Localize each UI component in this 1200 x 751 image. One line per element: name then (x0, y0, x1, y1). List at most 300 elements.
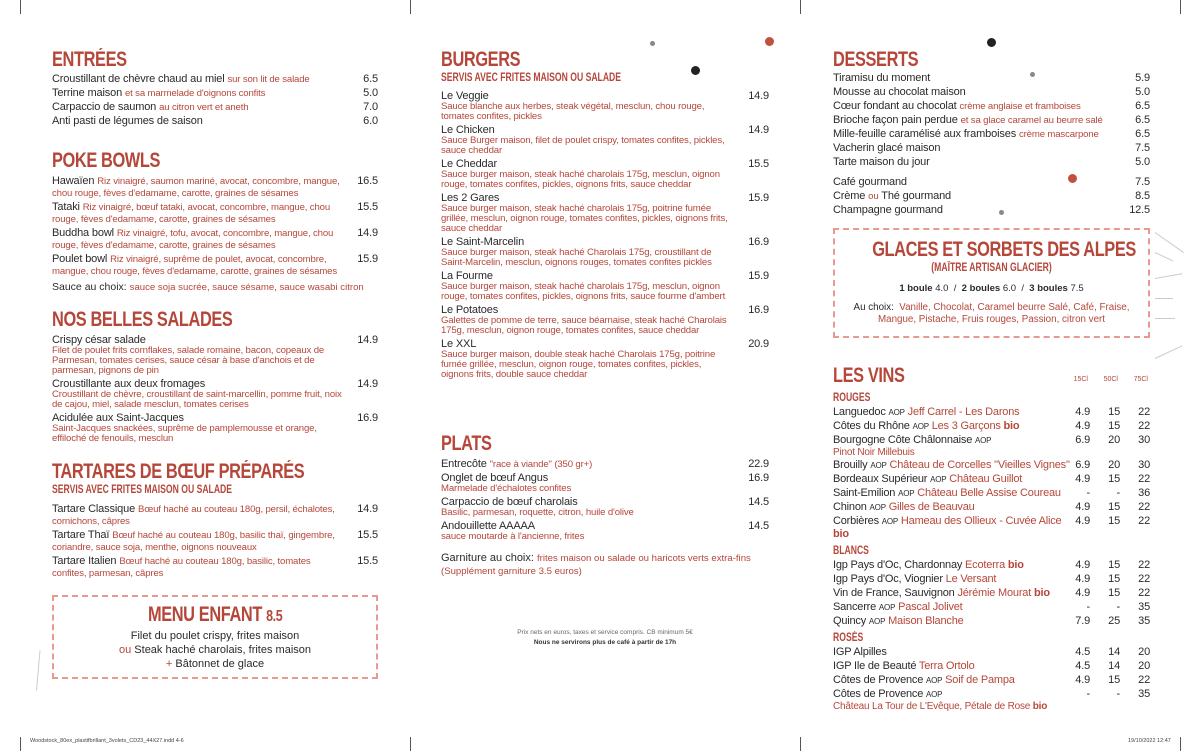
wine-columns (1060, 376, 1150, 386)
wine-row (833, 459, 1150, 472)
section-vins (833, 364, 1150, 713)
crop-mark (1180, 737, 1181, 751)
section-title: DESSERTS (833, 48, 919, 71)
wine-group-title: ROUGES (833, 392, 871, 404)
item-name: Le Saint-Marcelin (441, 236, 525, 248)
item-price: 14.9 (357, 227, 378, 239)
item-name: Poulet bowl (52, 253, 108, 265)
menu-item (833, 128, 1150, 140)
item-description: Sauce burger maison, steak haché charolais 175g, mesclun, oignon rouge, tomates confites, pickles, oignons frits, sauce fourme d'ambert (441, 281, 726, 302)
item-name: Tiramisu du moment (833, 72, 931, 84)
item-price: 15.5 (748, 158, 769, 170)
menu-item (52, 378, 378, 410)
section-title: POKE BOWLS (52, 149, 161, 172)
glaces-box (833, 228, 1150, 338)
item-name-2: Thé gourmand (881, 190, 952, 202)
wine-row (833, 406, 1150, 419)
item-name: Croustillant de chèvre chaud au miel (52, 73, 225, 85)
wine-price: - (1086, 487, 1090, 499)
item-description: crème mascarpone (1018, 129, 1099, 140)
crop-mark (800, 737, 801, 751)
wine-row (833, 674, 1150, 687)
wine-producer: Jérémie Mourat (957, 587, 1032, 599)
menu-enfant-line3 (54, 657, 376, 671)
wine-producer: Maison Blanche (888, 615, 964, 627)
wine-price: 15 (1108, 473, 1120, 485)
item-name: Tartare Italien (52, 555, 117, 567)
menu-item (441, 458, 769, 470)
three-scoops-price: 7.5 (1070, 283, 1084, 294)
wine-producer: Château Belle Assise Coureau (917, 487, 1061, 499)
item-name: Le Cheddar (441, 158, 497, 170)
section-title: PLATS (441, 432, 492, 455)
wine-price: - (1116, 487, 1120, 499)
section-tartares (52, 460, 378, 581)
wine-price: 15 (1108, 573, 1120, 585)
menu-item (441, 338, 769, 380)
menu-item (441, 496, 769, 518)
wine-price: 22 (1138, 501, 1150, 513)
section-burgers (441, 48, 769, 382)
item-price: 6.5 (363, 73, 378, 85)
item-name: Le Potatoes (441, 304, 499, 316)
glaces-flavors (853, 302, 1130, 326)
separator: / (953, 283, 957, 294)
item-name: Terrine maison (52, 87, 123, 99)
wine-price: 20 (1108, 434, 1120, 446)
two-scoops-price: 6.0 (1002, 283, 1017, 294)
bio-badge: bio (833, 528, 849, 540)
column-middle (441, 48, 769, 648)
wine-price: - (1116, 601, 1120, 613)
menu-item (441, 270, 769, 302)
item-name: Mousse au chocolat maison (833, 86, 966, 98)
item-name: Mille-feuille caramélisé aux framboises (833, 128, 1017, 140)
wine-price: 4.9 (1075, 674, 1090, 686)
item-price: 22.9 (748, 458, 769, 470)
item-description: Saint-Jacques snackées, suprême de pamplemousse et orange, effiloché de fenouils, mesclun (52, 423, 317, 444)
garniture-supplement: (Supplément garniture 3.5 euros) (441, 566, 582, 577)
glaces-prices (835, 283, 1148, 294)
item-price: 15.9 (748, 192, 769, 204)
decor-dot (765, 37, 774, 46)
menu-item (441, 192, 769, 234)
wine-row (833, 660, 1150, 673)
menu-item (441, 236, 769, 268)
menu-item (441, 158, 769, 190)
wine-price: 22 (1138, 515, 1150, 527)
wine-price: 4.9 (1075, 501, 1090, 513)
wine-price: 4.9 (1075, 406, 1090, 418)
menu-item (833, 142, 1150, 154)
aop-label: AOP (869, 503, 886, 512)
col-75cl: 75Cl (1133, 376, 1148, 383)
menu-enfant-line3-text: Bâtonnet de glace (175, 658, 265, 670)
wine-price: 22 (1138, 587, 1150, 599)
item-price: 5.9 (1135, 72, 1150, 84)
aop-label: AOP (930, 475, 947, 484)
section-title: NOS BELLES SALADES (52, 308, 233, 331)
decor-line (1155, 252, 1174, 261)
item-price: 5.0 (1135, 156, 1150, 168)
wine-price: 36 (1138, 487, 1150, 499)
wine-producer: Pinot Noir Millebuis (833, 447, 915, 458)
menu-item (52, 503, 378, 527)
item-description: Basilic, parmesan, roquette, citron, huile d'olive (441, 507, 634, 518)
menu-item (833, 86, 1150, 98)
wine-group-title: BLANCS (833, 545, 869, 557)
wine-price: 15 (1108, 515, 1120, 527)
three-scoops-label: 3 boules (1029, 283, 1068, 294)
item-name: Carpaccio de saumon (52, 101, 157, 113)
section-title: ENTRÉES (52, 48, 127, 71)
item-description: Sauce burger maison, steak haché charolais 175g, poitrine fumée grillée, mesclun, oignon rouge, tomates confites, pickles, oignons frits, sauce cheddar (441, 203, 728, 234)
wine-row (833, 515, 1150, 541)
section-subtitle: SERVIS AVEC FRITES MAISON OU SALADE (441, 72, 622, 84)
item-name: Tartare Classique (52, 503, 136, 515)
wine-name: IGP Alpilles (833, 646, 887, 658)
item-price: 16.9 (748, 304, 769, 316)
item-name: Vacherin glacé maison (833, 142, 941, 154)
wine-producer: Château de Corcelles "Vieilles Vignes" (889, 459, 1070, 471)
col-50cl: 50Cl (1103, 376, 1118, 383)
section-poke-bowls (52, 149, 378, 294)
item-name: Le Veggie (441, 90, 489, 102)
wine-price: 4.9 (1075, 559, 1090, 571)
menu-item (52, 412, 378, 444)
item-name: Croustillante aux deux fromages (52, 378, 206, 390)
one-scoop-label: 1 boule (899, 283, 933, 294)
garniture-label: Garniture au choix: (441, 552, 534, 564)
wine-name: Quincy (833, 615, 867, 627)
menu-item (441, 472, 769, 494)
wine-name: Igp Pays d'Oc, Chardonnay (833, 559, 963, 571)
wine-price: 14 (1108, 660, 1120, 672)
wine-price: 4.9 (1075, 573, 1090, 585)
item-price: 8.5 (1135, 190, 1150, 202)
wine-producer: Terra Ortolo (918, 660, 975, 672)
wine-price: 6.9 (1075, 459, 1090, 471)
wine-price: 20 (1138, 646, 1150, 658)
wine-name: Côtes de Provence (833, 688, 924, 700)
wine-price: 22 (1138, 473, 1150, 485)
wine-price: 20 (1138, 660, 1150, 672)
item-name: Hawaïen (52, 175, 95, 187)
item-price: 15.5 (357, 555, 378, 567)
item-price: 6.5 (1135, 100, 1150, 112)
decor-line (1155, 232, 1184, 253)
wine-price: 4.9 (1075, 473, 1090, 485)
separator: / (1021, 283, 1024, 294)
wine-name: Côtes du Rhône (833, 420, 910, 432)
menu-item (833, 156, 1150, 168)
wine-price: 7.9 (1075, 615, 1090, 627)
wine-producer: Soif de Pampa (945, 674, 1015, 686)
item-price: 16.9 (357, 412, 378, 424)
or-text: ou (118, 644, 132, 656)
wine-row (833, 420, 1150, 433)
item-price: 7.0 (363, 101, 378, 113)
menu-item (52, 334, 378, 376)
menu-item (833, 190, 1150, 202)
wine-price: 22 (1138, 559, 1150, 571)
crop-mark (410, 0, 411, 14)
item-name: Les 2 Gares (441, 192, 500, 204)
item-description: Riz vinaigré, suprême de poulet, avocat, concombre, mangue, chou rouge, fèves d'edamame, carotte, graines de sésames (52, 254, 338, 277)
wine-price: 22 (1138, 573, 1150, 585)
wine-price: 6.9 (1075, 434, 1090, 446)
wine-price: 15 (1108, 674, 1120, 686)
wine-price: - (1086, 688, 1090, 700)
wine-price: 15 (1108, 587, 1120, 599)
wine-price: 35 (1138, 601, 1150, 613)
item-name: Buddha bowl (52, 227, 114, 239)
item-name: Tarte maison du jour (833, 156, 930, 168)
menu-item (52, 227, 378, 251)
flavors-list: Vanille, Chocolat, Caramel beurre Salé, Café, Fraise, Mangue, Pistache, Fruis rouges, Passion, citron vert (877, 302, 1130, 325)
wine-producer: Les 3 Garçons (931, 420, 1001, 432)
wine-producer: Château La Tour de L'Evêque, Pétale de Rose (833, 701, 1031, 712)
wine-producer-line (833, 701, 1070, 712)
item-name: Café gourmand (833, 176, 907, 188)
item-name: Crispy césar salade (52, 334, 146, 346)
aop-label: AOP (888, 408, 905, 417)
item-name: Entrecôte (441, 458, 487, 470)
item-price: 16.9 (748, 236, 769, 248)
menu-item (441, 124, 769, 156)
wine-price: 4.5 (1075, 660, 1090, 672)
menu-item (833, 100, 1150, 112)
item-price: 5.0 (1135, 86, 1150, 98)
item-price: 14.5 (748, 496, 769, 508)
wine-price: 15 (1108, 501, 1120, 513)
sauce-note (52, 281, 378, 294)
wine-name: Igp Pays d'Oc, Viognier (833, 573, 943, 585)
wine-price: 15 (1108, 559, 1120, 571)
wine-name: Languedoc (833, 406, 886, 418)
decor-dot (1068, 174, 1077, 183)
aop-label: AOP (870, 461, 887, 470)
wine-price: 22 (1138, 674, 1150, 686)
crop-mark (410, 737, 411, 751)
wine-row (833, 587, 1150, 600)
crop-mark (20, 737, 21, 751)
menu-item (52, 101, 378, 113)
aop-label: AOP (881, 517, 899, 526)
item-name: Le Chicken (441, 124, 495, 136)
wine-price: 4.5 (1075, 646, 1090, 658)
menu-item (52, 529, 378, 553)
item-price: 14.9 (748, 124, 769, 136)
item-price: 14.9 (748, 90, 769, 102)
menu-item (833, 114, 1150, 126)
item-price: 14.9 (357, 378, 378, 390)
wine-price: 14 (1108, 646, 1120, 658)
item-description: Riz vinaigré, bœuf tataki, avocat, concombre, mangue, chou rouge, fèves d'edamame, carotte, graines de sésames (52, 202, 331, 225)
decor-line (1155, 345, 1183, 359)
item-name: Acidulée aux Saint-Jacques (52, 412, 184, 424)
item-description: Bœuf haché au couteau 180g, basilic, tomates confites, parmesan, câpres (52, 556, 311, 579)
item-name: Anti pasti de légumes de saison (52, 115, 203, 127)
item-description: Bœuf haché au couteau 180g, persil, échalotes, cornichons, câpres (52, 504, 335, 527)
menu-enfant-box (52, 595, 378, 679)
wine-price: 20 (1108, 459, 1120, 471)
menu-item (52, 201, 378, 225)
menu-item (833, 176, 1150, 188)
item-description: sauce moutarde à l'ancienne, frites (441, 531, 585, 542)
item-description: crème anglaise et framboises (959, 101, 1081, 112)
wine-name: Chinon (833, 501, 867, 513)
sauce-options: sauce soja sucrée, sauce sésame, sauce wasabi citron (129, 282, 364, 293)
menu-item (833, 204, 1150, 216)
item-price: 14.9 (357, 334, 378, 346)
item-description: Sauce blanche aux herbes, steak végétal, mesclun, chou rouge, tomates confites, pickles (441, 101, 705, 122)
item-description: Filet de poulet frits cornflakes, salade romaine, bacon, copeaux de Parmesan, tomates cerises, sauce césar à base d'anchois et de parmesan, pignons de pin (52, 345, 325, 376)
item-description: "race à viande" (350 gr+) (489, 459, 593, 470)
wine-row (833, 646, 1150, 659)
wine-price: 15 (1108, 406, 1120, 418)
wine-row (833, 615, 1150, 628)
glaces-subtitle: (MAÎTRE ARTISAN GLACIER) (931, 262, 1052, 274)
bio-badge: bio (1007, 559, 1024, 571)
wine-row (833, 573, 1150, 586)
wine-price: 4.9 (1075, 587, 1090, 599)
item-price: 6.5 (1135, 114, 1150, 126)
item-price: 14.5 (748, 520, 769, 532)
wine-name: Vin de France, Sauvignon (833, 587, 955, 599)
crop-mark (1180, 0, 1181, 14)
wine-price: 22 (1138, 406, 1150, 418)
menu-item (441, 90, 769, 122)
garniture-note (441, 552, 769, 565)
print-file-name: Woodstock_80ex_plastifbrillant_3volets_CD23_44X27.indd 4-6 (30, 738, 184, 744)
item-name: Cœur fondant au chocolat (833, 100, 957, 112)
aop-label: AOP (975, 436, 992, 445)
wine-price: 30 (1138, 459, 1150, 471)
col-15cl: 15Cl (1073, 376, 1088, 383)
wine-row (833, 501, 1150, 514)
item-price: 20.9 (748, 338, 769, 350)
wine-price: 15 (1108, 420, 1120, 432)
aop-label: AOP (898, 489, 915, 498)
menu-enfant-line1: Filet du poulet crispy, frites maison (130, 630, 300, 642)
aop-label: AOP (878, 603, 896, 612)
menu-item (52, 555, 378, 579)
wine-name: Sancerre (833, 601, 877, 613)
bio-badge: bio (1003, 420, 1020, 432)
item-price: 15.5 (357, 529, 378, 541)
item-name: Le XXL (441, 338, 477, 350)
wine-name: Bordeaux Supérieur (833, 473, 928, 485)
column-left (52, 48, 378, 679)
wine-price: - (1086, 601, 1090, 613)
decor-dot (1030, 72, 1035, 77)
wine-producer: Le Versant (945, 573, 997, 585)
item-description: et sa marmelade d'oignons confits (124, 88, 266, 99)
section-title: TARTARES DE BŒUF PRÉPARÉS (52, 460, 305, 483)
plus-text: + (165, 658, 173, 670)
section-salades (52, 308, 378, 446)
wine-producer-line (833, 447, 1070, 458)
item-name: Onglet de bœuf Angus (441, 472, 549, 484)
wine-group-title: ROSÉS (833, 632, 864, 644)
wine-row (833, 434, 1150, 458)
sauce-label: Sauce au choix: (52, 281, 127, 293)
footer-coffee-note: Nous ne servirons plus de café à partir de 17h (533, 639, 677, 646)
item-price: 15.9 (748, 270, 769, 282)
item-price: 6.0 (363, 115, 378, 127)
footer-notes (441, 628, 769, 648)
one-scoop-price: 4.0 (935, 283, 949, 294)
section-desserts (833, 48, 1150, 218)
decor-line (36, 650, 40, 690)
wine-producer: Pascal Jolivet (898, 601, 963, 613)
wine-producer: Hameau des Ollieux - Cuvée Alice (900, 515, 1062, 527)
two-scoops-label: 2 boules (961, 283, 1001, 294)
decor-line (1155, 318, 1175, 319)
item-description: au citron vert et aneth (159, 102, 249, 113)
item-name: Tataki (52, 201, 80, 213)
section-plats (441, 432, 769, 578)
bio-badge: bio (1033, 587, 1050, 599)
wine-name: Brouilly (833, 459, 868, 471)
section-title: BURGERS (441, 48, 521, 71)
item-description: Riz vinaigré, tofu, avocat, concombre, mangue, chou rouge, fèves d'edamame, carotte, graines de sésames (52, 228, 334, 251)
item-description: Sauce burger maison, double steak haché Charolais 175g, poitrine fumée grillée, mesclun, oignon rouge, tomates confites, pickles, oignons frits, double sauce cheddar (441, 349, 716, 380)
decor-line (1155, 273, 1183, 279)
decor-dot (650, 41, 655, 46)
item-name: Brioche façon pain perdue (833, 114, 958, 126)
wine-price: 4.9 (1075, 515, 1090, 527)
wine-price: 35 (1138, 615, 1150, 627)
wine-price: 25 (1108, 615, 1120, 627)
decor-dot (987, 38, 996, 47)
wine-name: IGP Ile de Beauté (833, 660, 917, 672)
aop-label: AOP (926, 676, 943, 685)
wine-producer: Ecoterra (965, 559, 1006, 571)
item-price: 16.9 (748, 472, 769, 484)
item-price: 5.0 (363, 87, 378, 99)
footer-prices-note: Prix nets en euros, taxes et service compris. CB minimum 5€ (517, 629, 693, 636)
menu-enfant-line2 (54, 643, 376, 657)
decor-line (1155, 298, 1173, 299)
wine-producer: Château Guillot (949, 473, 1023, 485)
item-description: ou (868, 191, 879, 202)
section-entrees (52, 48, 378, 129)
item-description: Croustillant de chèvre, croustillant de saint-marcellin, pomme fruit, noix de cajou, miel, salade mesclun, tomates cerises (52, 389, 342, 410)
item-price: 7.5 (1135, 176, 1150, 188)
print-date: 19/10/2022 12:47 (1128, 738, 1171, 744)
section-title: LES VINS (833, 364, 905, 387)
aop-label: AOP (912, 422, 929, 431)
wine-row (833, 601, 1150, 614)
menu-item (441, 520, 769, 542)
item-price: 15.9 (357, 253, 378, 265)
menu-item (52, 73, 378, 85)
wine-row (833, 487, 1150, 500)
wine-name: Côtes de Provence (833, 674, 924, 686)
menu-enfant-label: MENU ENFANT (147, 603, 262, 626)
item-name: Carpaccio de bœuf charolais (441, 496, 578, 508)
item-description: Sauce burger maison, steak haché Charolais 175g, croustillant de Saint-Marcelin, mesclun, oignons rouges, tomates confites pickles (441, 247, 712, 268)
wine-price: 35 (1138, 688, 1150, 700)
item-price: 6.5 (1135, 128, 1150, 140)
menu-enfant-price: 8.5 (265, 608, 283, 625)
menu-item (441, 304, 769, 336)
section-subtitle: SERVIS AVEC FRITES MAISON OU SALADE (52, 484, 233, 496)
item-description: Marmelade d'échalotes confites (441, 483, 572, 494)
item-price: 12.5 (1129, 204, 1150, 216)
